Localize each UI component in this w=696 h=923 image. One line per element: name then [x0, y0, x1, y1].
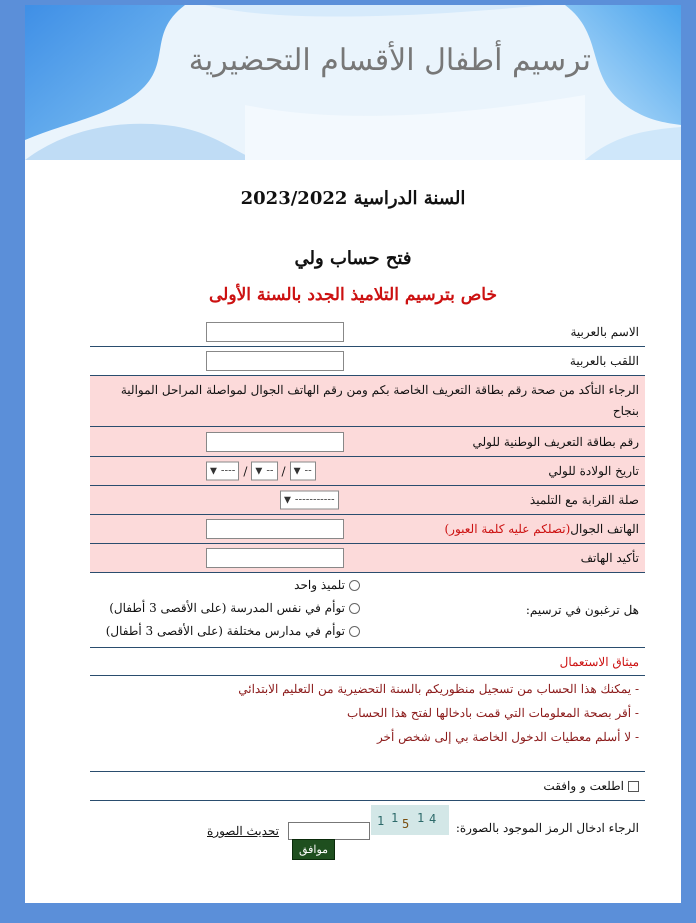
agree-checkbox[interactable] [628, 781, 639, 792]
last-name-row [90, 347, 645, 376]
radio-circle-icon[interactable] [349, 603, 360, 614]
phone-row [90, 515, 645, 544]
radio-twins-same-school[interactable]: توأم في نفس المدرسة (على الأقصى 3 أطفال) [109, 601, 360, 615]
page-frame [25, 5, 681, 903]
id-notice-text: الرجاء التأكد من صحة رقم بطاقة التعريف الخاصة بكم ومن رقم الهاتف الجوال لمواصلة المراحل الموالية بنجاح [120, 383, 639, 418]
charter-line: - أقر بصحة المعلومات التي قمت بادخالها لفتح هذا الحساب [346, 706, 639, 720]
last-name-label: اللقب بالعربية [569, 354, 639, 368]
id-card-input[interactable] [206, 432, 344, 452]
last-name-input[interactable] [206, 351, 344, 371]
captcha-row [90, 801, 645, 841]
school-year: السنة الدراسية 2023/2022 [240, 188, 466, 209]
birth-date-label: تاريخ الولادة للولي [548, 464, 639, 478]
captcha-input[interactable] [288, 822, 370, 840]
first-name-row [90, 318, 645, 347]
relation-select[interactable]: ----------- ▼ [280, 491, 339, 510]
captcha-label: الرجاء ادخال الرمز الموجود بالصورة: [455, 821, 639, 835]
radio-circle-icon[interactable] [349, 626, 360, 637]
submit-button[interactable]: موافق [292, 839, 335, 860]
charter-title: ميثاق الاستعمال [559, 654, 639, 669]
radio-single-child[interactable]: تلميذ واحد [294, 578, 360, 592]
birth-year-select[interactable]: ---- ▼ [206, 462, 239, 481]
birth-month-select[interactable]: -- ▼ [251, 462, 277, 481]
phone-input[interactable] [206, 519, 344, 539]
header-banner [25, 5, 681, 160]
phone-label-group [444, 522, 639, 536]
charter-line: - يمكنك هذا الحساب من تسجيل منظوريكم بالسنة التحضيرية من التعليم الابتدائي [238, 682, 639, 696]
phone-confirm-label: تأكيد الهاتف [580, 551, 639, 565]
banner-title: ترسيم أطفال الأقسام التحضيرية [188, 43, 591, 78]
chevron-down-icon: ▼ [210, 466, 217, 476]
phone-confirm-row [90, 544, 645, 573]
date-separator: / [243, 464, 248, 478]
registration-type-row [90, 573, 645, 648]
birth-date-row [90, 457, 645, 486]
agree-label: اطلعت و وافقت [543, 779, 624, 793]
chevron-down-icon: ▼ [293, 466, 301, 476]
birth-date-selects [206, 462, 316, 481]
registration-type-label: هل ترغبون في ترسيم: [525, 603, 639, 617]
id-notice-row [90, 376, 645, 427]
captcha-image: 1 1 5 1 4 [371, 805, 449, 835]
agree-checkbox-group[interactable] [543, 779, 639, 793]
phone-confirm-input[interactable] [206, 548, 344, 568]
relation-row [90, 486, 645, 515]
agree-row [90, 772, 645, 801]
id-card-label: رقم بطاقة التعريف الوطنية للولي [472, 434, 639, 449]
phone-label: الهاتف الجوال [570, 522, 639, 536]
relation-label: صلة القرابة مع التلميذ [529, 493, 639, 507]
radio-circle-icon[interactable] [349, 580, 360, 591]
form-subheading: خاص بترسيم التلاميذ الجدد بالسنة الأولى [209, 285, 497, 305]
registration-form [90, 318, 645, 841]
chevron-down-icon: ▼ [255, 466, 263, 476]
relation-select-wrap [280, 491, 339, 510]
radio-twins-different-schools[interactable]: توأم في مدارس مختلفة (على الأقصى 3 أطفال) [106, 624, 360, 638]
banner-waves [25, 5, 681, 160]
charter-title-row [90, 648, 645, 676]
form-heading: فتح حساب ولي [294, 248, 412, 269]
chevron-down-icon: ▼ [284, 495, 291, 505]
date-separator: / [281, 464, 286, 478]
first-name-label: الاسم بالعربية [570, 325, 639, 339]
id-card-row [90, 427, 645, 457]
phone-note: (تصلكم عليه كلمة العبور) [444, 522, 571, 536]
charter-line: - لا أسلم معطيات الدخول الخاصة بي إلى شخص أخر [376, 730, 639, 744]
birth-day-select[interactable]: -- ▼ [290, 462, 316, 481]
charter-body [90, 676, 645, 772]
first-name-input[interactable] [206, 322, 344, 342]
refresh-captcha-link[interactable]: تحديث الصورة [207, 824, 279, 838]
